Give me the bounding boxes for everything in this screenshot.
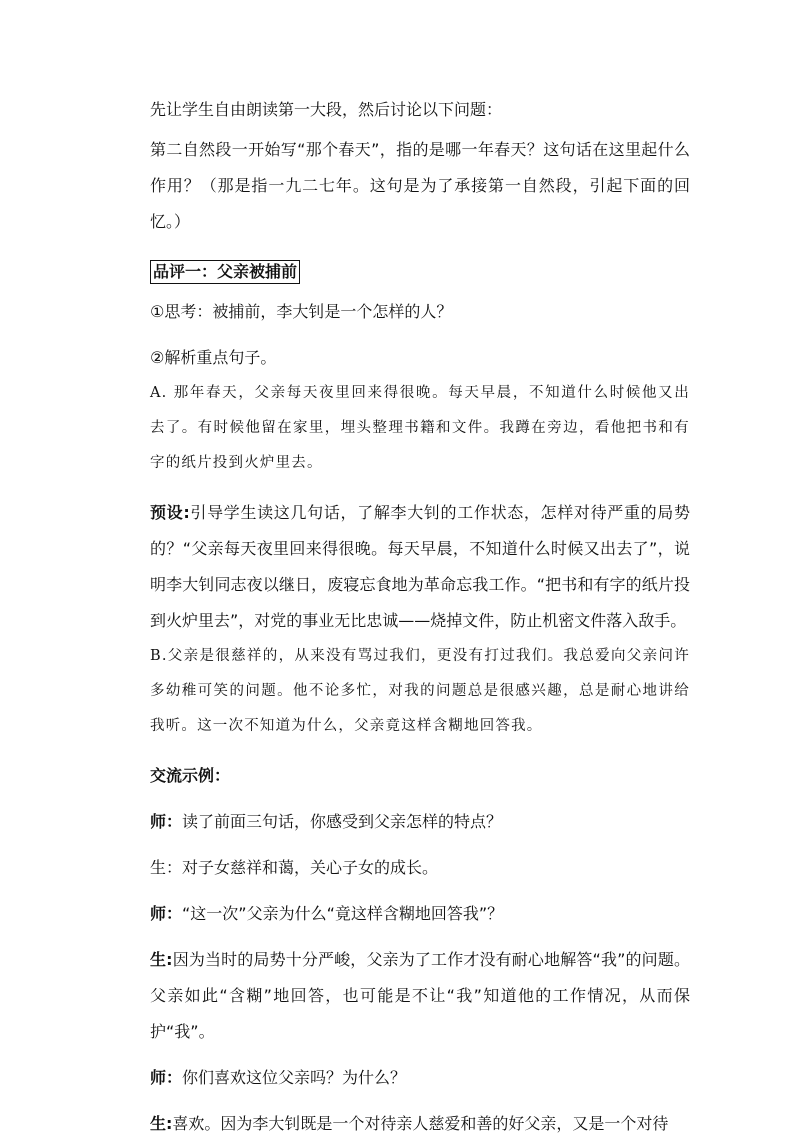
dialogue-text: 喜欢。因为李大钊既是一个对待亲人慈爱和善的好父亲，又是一个对待 <box>172 1114 669 1133</box>
speaker: 师： <box>150 904 183 923</box>
dialogue-text: 因为当时的局势十分严峻，父亲为了工作才没有耐心地解答“我”的问题。父亲如此“含糊”地回答，也可能是不让“我”知道他的工作情况，从而保护“我”。 <box>150 950 690 1041</box>
speaker: 生: <box>150 1114 173 1133</box>
speaker: 师： <box>150 1068 183 1087</box>
section-heading: 品评一：父亲被捕前 <box>150 260 300 284</box>
dialogue-text: 对子女慈祥和蔼，关心子女的成长。 <box>182 858 439 877</box>
step-1: ①思考：被捕前，李大钊是一个怎样的人？ <box>150 302 453 321</box>
dialogue-line <box>150 804 690 840</box>
preset-label: 预设: <box>150 503 190 522</box>
dialogue-line <box>150 850 690 886</box>
preset-paragraph <box>150 495 690 639</box>
step-2: ②解析重点句子。 <box>150 348 277 367</box>
dialogue-line <box>150 1060 690 1096</box>
preset-text: 引导学生读这几句话，了解李大钊的工作状态，怎样对待严重的局势的？“父亲每天夜里回来得很晚。每天早晨，不知道什么时候又出去了”，说明李大钊同志夜以继日，废寝忘食地为革命忘我工作。“把书和有字的纸片投到火炉里去”，对党的事业无比忠诚——烧掉文件，防止机密文件落入敌手。 <box>150 503 690 630</box>
quote-a: A. 那年春天，父亲每天夜里回来得很晚。每天早晨，不知道什么时候他又出去了。有时候他留在家里，埋头整理书籍和文件。我蹲在旁边，看他把书和有字的纸片投到火炉里去。 <box>150 385 690 471</box>
exchange-heading: 交流示例： <box>150 766 231 785</box>
quote-b: B.父亲是很慈祥的，从来没有骂过我们，更没有打过我们。我总爱向父亲问许多幼稚可笑的问题。他不论多忙，对我的问题总是很感兴趣，总是耐心地讲给我听。这一次不知道为什么，父亲竟这样含糊地回答我。 <box>150 648 690 734</box>
dialogue-line <box>150 1106 690 1142</box>
dialogue-list <box>150 804 690 1142</box>
dialogue-line <box>150 896 690 932</box>
dialogue-text: 读了前面三句话，你感受到父亲怎样的特点？ <box>182 812 503 831</box>
question-paragraph: 第二自然段一开始写“那个春天”，指的是哪一年春天？这句话在这里起什么作用？（那是指一九二七年。这句是为了承接第一自然段，引起下面的回忆。） <box>150 140 690 231</box>
dialogue-text: “这一次”父亲为什么“竟这样含糊地回答我”？ <box>182 904 504 923</box>
document-page <box>150 92 690 1142</box>
speaker: 生: <box>150 950 173 969</box>
dialogue-line <box>150 942 690 1050</box>
speaker: 生： <box>150 858 183 877</box>
dialogue-text: 你们喜欢这位父亲吗？为什么？ <box>182 1068 407 1087</box>
speaker: 师： <box>150 812 183 831</box>
intro-paragraph: 先让学生自由朗读第一大段，然后讨论以下问题： <box>150 100 503 119</box>
